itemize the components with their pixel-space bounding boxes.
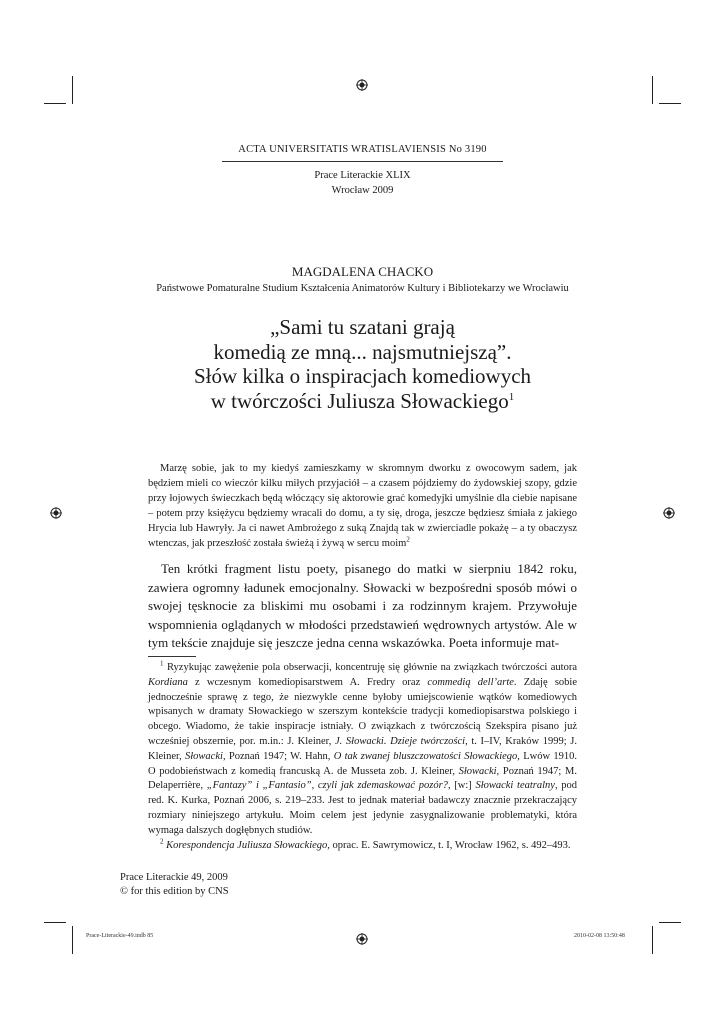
registration-mark-icon bbox=[50, 507, 62, 519]
title-line: w twórczości Juliusza Słowackiego$^1$ bbox=[210, 388, 515, 413]
crop-mark-top-left-v bbox=[72, 76, 73, 104]
footnotes bbox=[148, 661, 577, 853]
title-line: „Sami tu szatani grają bbox=[270, 315, 455, 339]
epigraph-quote bbox=[148, 461, 577, 551]
crop-mark-bottom-left-v bbox=[72, 926, 73, 954]
series-name: Prace Literackie XLIX bbox=[314, 170, 411, 181]
crop-mark-top-right-h bbox=[659, 103, 681, 104]
series-info bbox=[160, 168, 565, 198]
registration-mark-icon bbox=[663, 507, 675, 519]
crop-mark-bottom-right-v bbox=[652, 926, 653, 954]
journal-header: ACTA UNIVERSITATIS WRATISLAVIENSIS No 3190 bbox=[238, 144, 487, 155]
copyright-notice bbox=[120, 871, 229, 899]
crop-mark-bottom-right-h bbox=[659, 922, 681, 923]
place-year: Wrocław 2009 bbox=[331, 185, 394, 196]
author-affiliation: Państwowe Pomaturalne Studium Kształcenia Animatorów Kultury i Bibliotekarzy we Wrocławiu bbox=[156, 283, 569, 294]
registration-mark-icon bbox=[356, 933, 368, 945]
footnote-1: $^1$ Ryzykując zawężenie pola obserwacji, koncentruję się głównie na związkach twórczości autora Kordiana z wczesnym komediopisarstwem A. Fredry oraz commedią dell’arte. Zdaję sobie jednocześnie sprawę z tego, że niezwykle cenne byłoby umiejscowienie wątków komediowych wpisanych w dramaty Słowackiego w szerszym kontekście tradycji komediopisarstwa polskiego i obcego. Wiadomo, że takie inspiracje istniały. O związkach z twórczością Szekspira pisano już wcześniej obszernie, por. m.in.: J. Kleiner, J. Słowacki. Dzieje twórczości, t. I–IV, Kraków 1999; J. Kleiner, Słowacki, Poznań 1947; W. Hahn, O tak zwanej bluszczowatości Słowackiego, Lwów 1910. O podobieństwach z komedią francuską A. de Musseta zob. J. Kleiner, Słowacki, Poznań 1947; M. Delaperrière, „Fantazy” i „Fantasio”, czyli jak zdemaskować pozór?, [w:] Słowacki teatralny, pod red. K. Kurka, Poznań 2006, s. 219–233. Jest to jednak materiał badawczy znacznie przekraczający rozmiary niniejszego artykułu. Moim celem jest jedynie zasygnalizowanie problematyki, która wymaga dalszych dogłębnych studiów. bbox=[148, 659, 578, 836]
title-line: Słów kilka o inspiracjach komediowych bbox=[193, 364, 532, 388]
footnote-2: $^2$ Korespondencja Juliusza Słowackiego, oprac. E. Sawrymowicz, t. I, Wrocław 1962, s. 492–493. bbox=[160, 837, 571, 851]
copyright-line: © for this edition by CNS bbox=[120, 886, 229, 897]
registration-mark-icon bbox=[356, 79, 368, 91]
crop-mark-bottom-left-h bbox=[44, 922, 66, 923]
publication-line: Prace Literackie 49, 2009 bbox=[120, 872, 228, 883]
footnote-marker: 1 bbox=[508, 390, 515, 403]
body-paragraph: Ten krótki fragment listu poety, pisanego do matki w sierpniu 1842 roku, zawiera ogromny ładunek emocjonalny. Słowacki w bezpośredni sposób mówi o swojej tęsknocie za bliskimi mu osobami i za rodzinnym krajem. Przywołuje wspomnienia oglądanych w młodości przedstawień wędrownych artystów. Ale w tym tekście znajduje się jeszcze jedna cenna wskazówka. Poeta informuje mat- bbox=[148, 561, 577, 650]
footnote-rule bbox=[148, 656, 196, 657]
crop-mark-top-left-h bbox=[44, 103, 66, 104]
footnote-marker: 2 bbox=[406, 535, 410, 544]
header-rule bbox=[222, 161, 503, 162]
quote-text: Marzę sobie, jak to my kiedyś zamieszkamy w skromnym dworku z owocowym sadem, jak będziem mieli co wieczór kilku miłych przyjaciół – a czasem pójdziemy do żydowskiej szopy, gdzie przy łojowych świeczkach będą włóczący się aktorowie grać komedyjki umyślnie dla ciebie napisane – potem przy księżycu będziemy wracali do domu, a ty się, droga, jeszcze będziesz śmiała z jakiego Hrycia lub Hawryły. Ja ci nawet Ambrożego z suką Znajdą tak w zwierciadle pokażę – a ty obaczysz wtenczas, jak przeszłość została świeżą i żywą w sercu moim bbox=[148, 463, 577, 549]
slug-timestamp: 2010-02-08 13:50:48 bbox=[574, 933, 625, 939]
slug-file: Prace-Literackie-49.indb 85 bbox=[86, 933, 154, 939]
article-title bbox=[110, 315, 615, 413]
crop-mark-top-right-v bbox=[652, 76, 653, 104]
author-name: MAGDALENA CHACKO bbox=[291, 264, 434, 279]
title-line: komedią ze mną... najsmutniejszą”. bbox=[213, 339, 512, 364]
